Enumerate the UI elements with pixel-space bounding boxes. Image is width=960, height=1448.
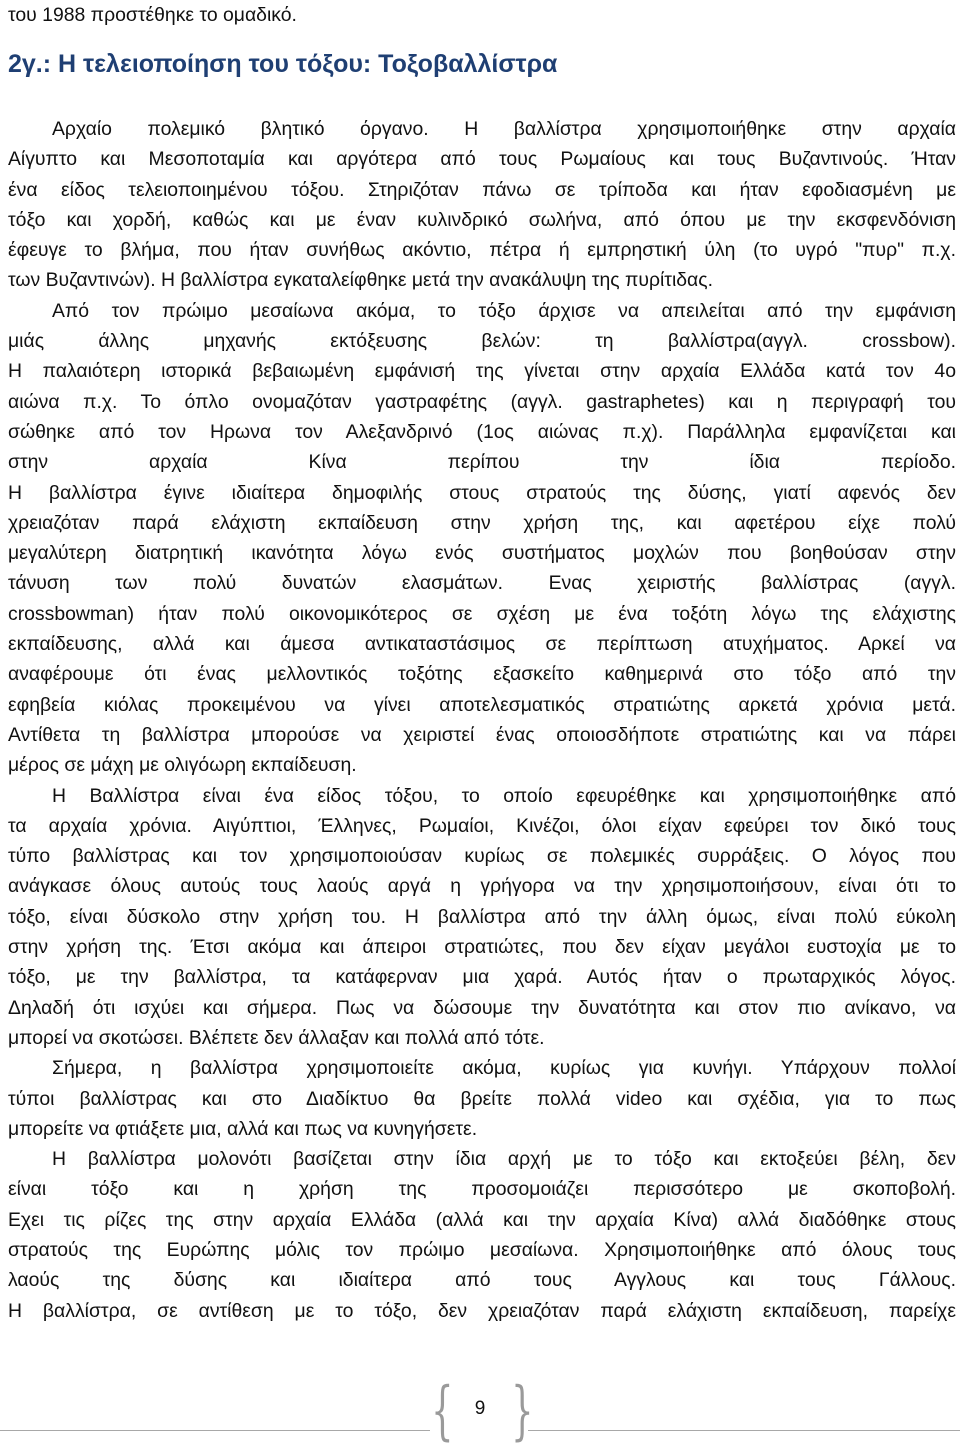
- text-line: στην αρχαία Κίνα περίπου την ίδια περίοδο.: [8, 451, 956, 474]
- text-line: Σήμερα, η βαλλίστρα χρησιμοποιείτε ακόμα, κυρίως για κυνήγι. Υπάρχουν πολλοί: [52, 1057, 956, 1080]
- text-line: Αρχαίο πολεμικό βλητικό όργανο. Η βαλλίστρα χρησιμοποιήθηκε στην αρχαία: [52, 118, 956, 140]
- text-line: τόξο, είναι δύσκολο στην χρήση του. Η βαλλίστρα από την άλλη όμως, είναι πολύ εύκολη: [8, 905, 956, 928]
- text-line: έφευγε το βλήμα, που ήταν συνήθως ακόντιο, πέτρα ή εμπρηστική ύλη (το υγρό "πυρ" π.χ.: [8, 239, 956, 262]
- text-line: ανάγκασε όλους αυτούς τους λαούς αργά η γρήγορα να την χρησιμοποιήσουν, είναι ότι το: [8, 875, 956, 898]
- text-line: εφηβεία κιόλας προκειμένου να γίνει αποτελεσματικός στρατιώτης αρκετά χρόνια μετά.: [8, 693, 956, 716]
- text-line: Δηλαδή ότι ισχύει και σήμερα. Πως να δώσουμε την δυνατότητα και στον πιο ανίκανο, να: [8, 996, 956, 1019]
- text-line: ένα είδος τελειοποιημένου τόξου. Στηριζόταν πάνω σε τρίποδα και ήταν εφοδιασμένη με: [8, 178, 956, 201]
- text-line: των Βυζαντινών). Η βαλλίστρα εγκαταλείφθηκε μετά την ανακάλυψη της πυρίτιδας.: [8, 269, 714, 292]
- text-line: αναφέρουμε ότι ένας μελλοντικός τοξότης εξασκείτο καθημερινά στο τόξο από την: [8, 663, 956, 686]
- right-brace-icon: }: [511, 1374, 534, 1448]
- text-line: Η βαλλίστρα μολονότι βασίζεται στην ίδια αρχή με το τόξο και εκτοξεύει βέλη, δεν: [52, 1148, 956, 1171]
- text-line: Αντίθετα τη βαλλίστρα μπορούσε να χειριστεί ένας οποιοσδήποτε στρατιώτης και να πάρει: [8, 723, 956, 746]
- text-line: Αίγυπτο και Μεσοποταμία και αργότερα από τους Ρωμαίους και τους Βυζαντινούς. Ήταν: [8, 148, 956, 171]
- text-line: τύπο βαλλίστρας και τον χρησιμοποιούσαν κυρίως σε πολεμικές συρράξεις. Ο λόγος που: [8, 845, 956, 868]
- text-line: στην χρήση της. Έτσι ακόμα και άπειροι στρατιώτες, που δεν είχαν μεγάλοι ευστοχία με το: [8, 936, 956, 959]
- page-number: 9: [474, 1398, 486, 1419]
- text-line: τα αρχαία χρόνια. Αιγύπτιοι, Έλληνες, Ρωμαίοι, Κινέζοι, όλοι είχαν εφεύρει τον δικό τους: [8, 814, 956, 837]
- text-line: Η βαλλίστρα, σε αντίθεση με το τόξο, δεν χρειαζόταν παρά ελάχιστη εκπαίδευση, παρείχε: [8, 1299, 956, 1322]
- text-line: Από τον πρώιμο μεσαίωνα ακόμα, το τόξο άρχισε να απειλείται από την εμφάνιση: [52, 299, 956, 322]
- text-line: τύποι βαλλίστρας και στο Διαδίκτυο θα βρείτε πολλά video και σχέδια, για το πως: [8, 1087, 956, 1110]
- text-line: είναι τόξο και η χρήση της προσομοιάζει περισσότερο με σκοποβολή.: [8, 1178, 956, 1201]
- text-line: τάνυση των πολύ δυνατών ελασμάτων. Ενας χειριστής βαλλίστρας (αγγλ.: [8, 572, 956, 595]
- footer-rule-right: [528, 1430, 960, 1431]
- top-line: του 1988 προστέθηκε το ομαδικό.: [8, 4, 297, 26]
- text-line: μπορείτε να φτιάξετε μια, αλλά και πως να κυνηγήσετε.: [8, 1117, 478, 1140]
- text-line: μεγαλύτερη διατρητική ικανότητα λόγω ενός συστήματος μοχλών που βοηθούσαν στην: [8, 542, 956, 565]
- text-line: εκπαίδευσης, αλλά και άμεσα αντικαταστάσιμος σε περίπτωση ατυχήματος. Αρκεί να: [8, 633, 956, 656]
- text-line: τόξο και χορδή, καθώς και με έναν κυλινδρικό σωλήνα, από όπου με την εκσφενδόνιση: [8, 208, 956, 231]
- text-line: τόξο, με την βαλλίστρα, τα κατάφερναν μια χαρά. Αυτός ήταν ο πρωταρχικός λόγος.: [8, 966, 956, 989]
- text-line: μπορεί να σκοτώσει. Βλέπετε δεν άλλαξαν και πολλά από τότε.: [8, 1026, 545, 1049]
- text-line: χρειαζόταν παρά ελάχιστη εκπαίδευση στην χρήση της, και αφετέρου είχε πολύ: [8, 511, 956, 534]
- text-line: Η παλαιότερη ιστορικά βεβαιωμένη εμφάνισή της γίνεται στην αρχαία Ελλάδα κατά τον 4ο: [8, 360, 956, 383]
- footer-rule-left: [0, 1430, 430, 1431]
- text-line: μέρος σε μάχη με ολιγόωρη εκπαίδευση.: [8, 754, 357, 777]
- text-line: αιώνα π.χ. Το όπλο ονομαζόταν γαστραφέτης (αγγλ. gastraphetes) και η περιγραφή του: [8, 390, 956, 413]
- text-line: Εχει τις ρίζες της στην αρχαία Ελλάδα (αλλά και την αρχαία Κίνα) αλλά διαδόθηκε στους: [8, 1208, 956, 1231]
- text-line: Η βαλλίστρα έγινε ιδιαίτερα δημοφιλής στους στρατούς της δύσης, γιατί αφενός δεν: [8, 481, 956, 504]
- body-text: [8, 114, 956, 1326]
- text-line: στρατούς της Ευρώπης μόλις τον πρώιμο μεσαίωνα. Χρησιμοποιήθηκε από όλους τους: [8, 1238, 956, 1261]
- section-heading: 2γ.: Η τελειοποίηση του τόξου: Τοξοβαλλίστρα: [8, 50, 558, 78]
- text-line: σώθηκε από τον Ηρωνα τον Αλεξανδρινό (1ος αιώνας π.χ). Παράλληλα εμφανίζεται και: [8, 420, 956, 443]
- text-line: crossbowman) ήταν πολύ οικονομικότερος σε σχέση με ένα τοξότη λόγω της ελάχιστης: [8, 602, 956, 625]
- text-line: μιάς άλλης μηχανής εκτόξευσης βελών: τη βαλλίστρα(αγγλ. crossbow).: [8, 330, 956, 353]
- text-line: λαούς της δύσης και ιδιαίτερα από τους Αγγλους και τους Γάλλους.: [8, 1269, 956, 1292]
- left-brace-icon: {: [431, 1374, 454, 1448]
- text-line: Η Βαλλίστρα είναι ένα είδος τόξου, το οποίο εφευρέθηκε και χρησιμοποιήθηκε από: [52, 784, 956, 807]
